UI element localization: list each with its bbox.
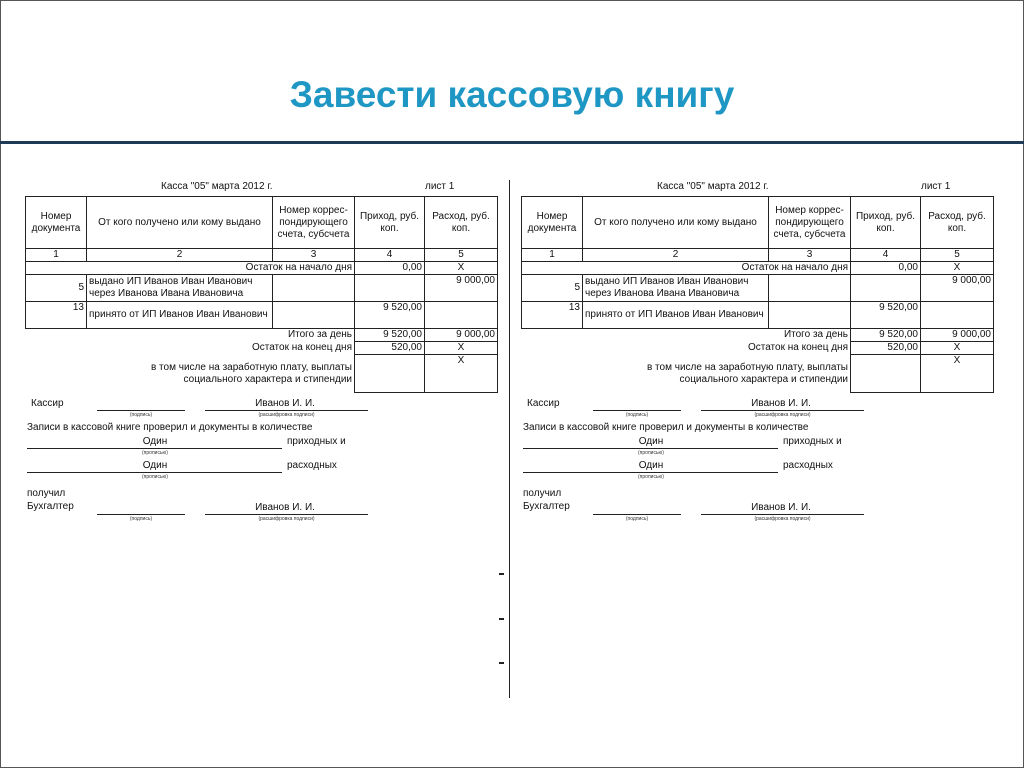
col-number: 4 (851, 249, 921, 262)
opening-balance-label: Остаток на начало дня (522, 262, 851, 275)
sign-hint: (подпись) (129, 412, 153, 418)
fold-line (509, 180, 510, 698)
col-number: 3 (769, 249, 851, 262)
day-total-row (522, 329, 994, 342)
doc-number: 13 (26, 302, 87, 329)
fold-tick (499, 618, 504, 620)
signature-line (205, 410, 368, 411)
col-number: 5 (425, 249, 498, 262)
salary-income (851, 355, 921, 393)
expense-cell: 9 000,00 (921, 275, 994, 302)
words-hint: (прописью) (638, 450, 664, 456)
closing-balance-income: 520,00 (355, 342, 425, 355)
expense-cell (425, 302, 498, 329)
cashier-label: Кассир (527, 398, 560, 409)
income-docs: приходных и (783, 436, 842, 447)
expense-docs: расходных (783, 460, 833, 471)
party-cell: выдано ИП Иванов Иван Иванович через Иванова Ивана Ивановича (583, 275, 769, 302)
day-total-label: Итого за день (26, 329, 355, 342)
sheet-number: лист 1 (425, 181, 455, 192)
slide-title: Завести кассовую книгу (289, 74, 735, 115)
cash-book-table (25, 196, 498, 393)
income-cell (355, 275, 425, 302)
kassa-title: Касса "05" марта 2012 г. (657, 181, 769, 192)
col-number: 2 (583, 249, 769, 262)
col-header-number: Номер документа (522, 197, 583, 249)
closing-balance-row (522, 342, 994, 355)
expense-cell: 9 000,00 (425, 275, 498, 302)
count-expense: Один (638, 460, 664, 471)
salary-row (26, 355, 498, 393)
day-total-expense: 9 000,00 (921, 329, 994, 342)
title-rule (0, 141, 1024, 144)
col-header-expense: Расход, руб. коп. (921, 197, 994, 249)
column-numbers-row (26, 249, 498, 262)
cash-book-table (521, 196, 994, 393)
amount-line (523, 472, 778, 473)
doc-number: 5 (522, 275, 583, 302)
col-header-expense: Расход, руб. коп. (425, 197, 498, 249)
cash-book-sheet-left (25, 180, 500, 540)
salary-expense: X (921, 355, 994, 393)
decode-hint: (расшифровка подписи) (754, 412, 811, 418)
fold-tick (499, 573, 504, 575)
signature-line (593, 410, 681, 411)
closing-balance-label: Остаток на конец дня (26, 342, 355, 355)
signature-line (701, 514, 864, 515)
amount-line (523, 448, 778, 449)
day-total-row (26, 329, 498, 342)
checked-text: Записи в кассовой книге проверил и документы в количестве (27, 422, 313, 433)
accountant-label: Бухгалтер (523, 501, 570, 512)
day-total-income: 9 520,00 (355, 329, 425, 342)
header-row (26, 197, 498, 249)
col-number: 1 (522, 249, 583, 262)
signature-line (97, 514, 185, 515)
income-cell (851, 275, 921, 302)
sign-hint: (подпись) (625, 412, 649, 418)
closing-balance-label: Остаток на конец дня (522, 342, 851, 355)
cashier-name: Иванов И. И. (255, 398, 315, 409)
day-total-income: 9 520,00 (851, 329, 921, 342)
header-row (522, 197, 994, 249)
sign-hint: (подпись) (625, 516, 649, 522)
col-header-number: Номер документа (26, 197, 87, 249)
income-cell: 9 520,00 (355, 302, 425, 329)
words-hint: (прописью) (638, 474, 664, 480)
decode-hint: (расшифровка подписи) (258, 412, 315, 418)
closing-balance-expense: X (921, 342, 994, 355)
kassa-title: Касса "05" марта 2012 г. (161, 181, 273, 192)
col-header-income: Приход, руб. коп. (355, 197, 425, 249)
col-number: 4 (355, 249, 425, 262)
count-expense: Один (142, 460, 168, 471)
account-cell (273, 275, 355, 302)
col-header-income: Приход, руб. коп. (851, 197, 921, 249)
day-total-label: Итого за день (522, 329, 851, 342)
table-row (26, 302, 498, 329)
expense-cell (921, 302, 994, 329)
income-docs: приходных и (287, 436, 346, 447)
table-row (522, 302, 994, 329)
sheet-number: лист 1 (921, 181, 951, 192)
decode-hint: (расшифровка подписи) (754, 516, 811, 522)
sign-hint: (подпись) (129, 516, 153, 522)
col-number: 5 (921, 249, 994, 262)
opening-balance-label: Остаток на начало дня (26, 262, 355, 275)
words-hint: (прописью) (142, 474, 168, 480)
cashier-name: Иванов И. И. (751, 398, 811, 409)
opening-balance-expense: X (921, 262, 994, 275)
signature-line (593, 514, 681, 515)
cash-book-sheet-right (521, 180, 996, 540)
salary-label: в том числе на заработную плату, выплаты социального характера и стипендии (87, 355, 355, 393)
doc-number: 13 (522, 302, 583, 329)
col-header-party: От кого получено или кому выдано (87, 197, 273, 249)
col-header-account: Номер коррес-пондирующего счета, субсчета (273, 197, 355, 249)
fold-tick (499, 662, 504, 664)
party-cell: выдано ИП Иванов Иван Иванович через Иванова Ивана Ивановича (87, 275, 273, 302)
count-income: Один (142, 436, 168, 447)
opening-balance-expense: X (425, 262, 498, 275)
closing-balance-row (26, 342, 498, 355)
sheet-header (25, 180, 500, 194)
amount-line (27, 472, 282, 473)
signature-line (205, 514, 368, 515)
day-total-expense: 9 000,00 (425, 329, 498, 342)
salary-income (355, 355, 425, 393)
col-number: 1 (26, 249, 87, 262)
account-cell (769, 302, 851, 329)
count-income: Один (638, 436, 664, 447)
signature-line (701, 410, 864, 411)
opening-balance-row (522, 262, 994, 275)
closing-balance-expense: X (425, 342, 498, 355)
received-label: получил (523, 488, 562, 499)
opening-balance-income: 0,00 (851, 262, 921, 275)
column-numbers-row (522, 249, 994, 262)
checked-text: Записи в кассовой книге проверил и документы в количестве (523, 422, 809, 433)
table-row (26, 275, 498, 302)
expense-docs: расходных (287, 460, 337, 471)
words-hint: (прописью) (142, 450, 168, 456)
col-number: 3 (273, 249, 355, 262)
opening-balance-income: 0,00 (355, 262, 425, 275)
table-row (522, 275, 994, 302)
party-cell: принято от ИП Иванов Иван Иванович (583, 302, 769, 329)
opening-balance-row (26, 262, 498, 275)
decode-hint: (расшифровка подписи) (258, 516, 315, 522)
income-cell: 9 520,00 (851, 302, 921, 329)
party-cell: принято от ИП Иванов Иван Иванович (87, 302, 273, 329)
signature-line (97, 410, 185, 411)
amount-line (27, 448, 282, 449)
salary-row (522, 355, 994, 393)
cashier-label: Кассир (31, 398, 64, 409)
doc-number: 5 (26, 275, 87, 302)
accountant-name: Иванов И. И. (255, 502, 315, 513)
account-cell (273, 302, 355, 329)
col-header-party: От кого получено или кому выдано (583, 197, 769, 249)
account-cell (769, 275, 851, 302)
col-number: 2 (87, 249, 273, 262)
received-label: получил (27, 488, 66, 499)
sheet-header (521, 180, 996, 194)
accountant-name: Иванов И. И. (751, 502, 811, 513)
accountant-label: Бухгалтер (27, 501, 74, 512)
salary-expense: X (425, 355, 498, 393)
col-header-account: Номер коррес-пондирующего счета, субсчета (769, 197, 851, 249)
salary-label: в том числе на заработную плату, выплаты социального характера и стипендии (583, 355, 851, 393)
closing-balance-income: 520,00 (851, 342, 921, 355)
